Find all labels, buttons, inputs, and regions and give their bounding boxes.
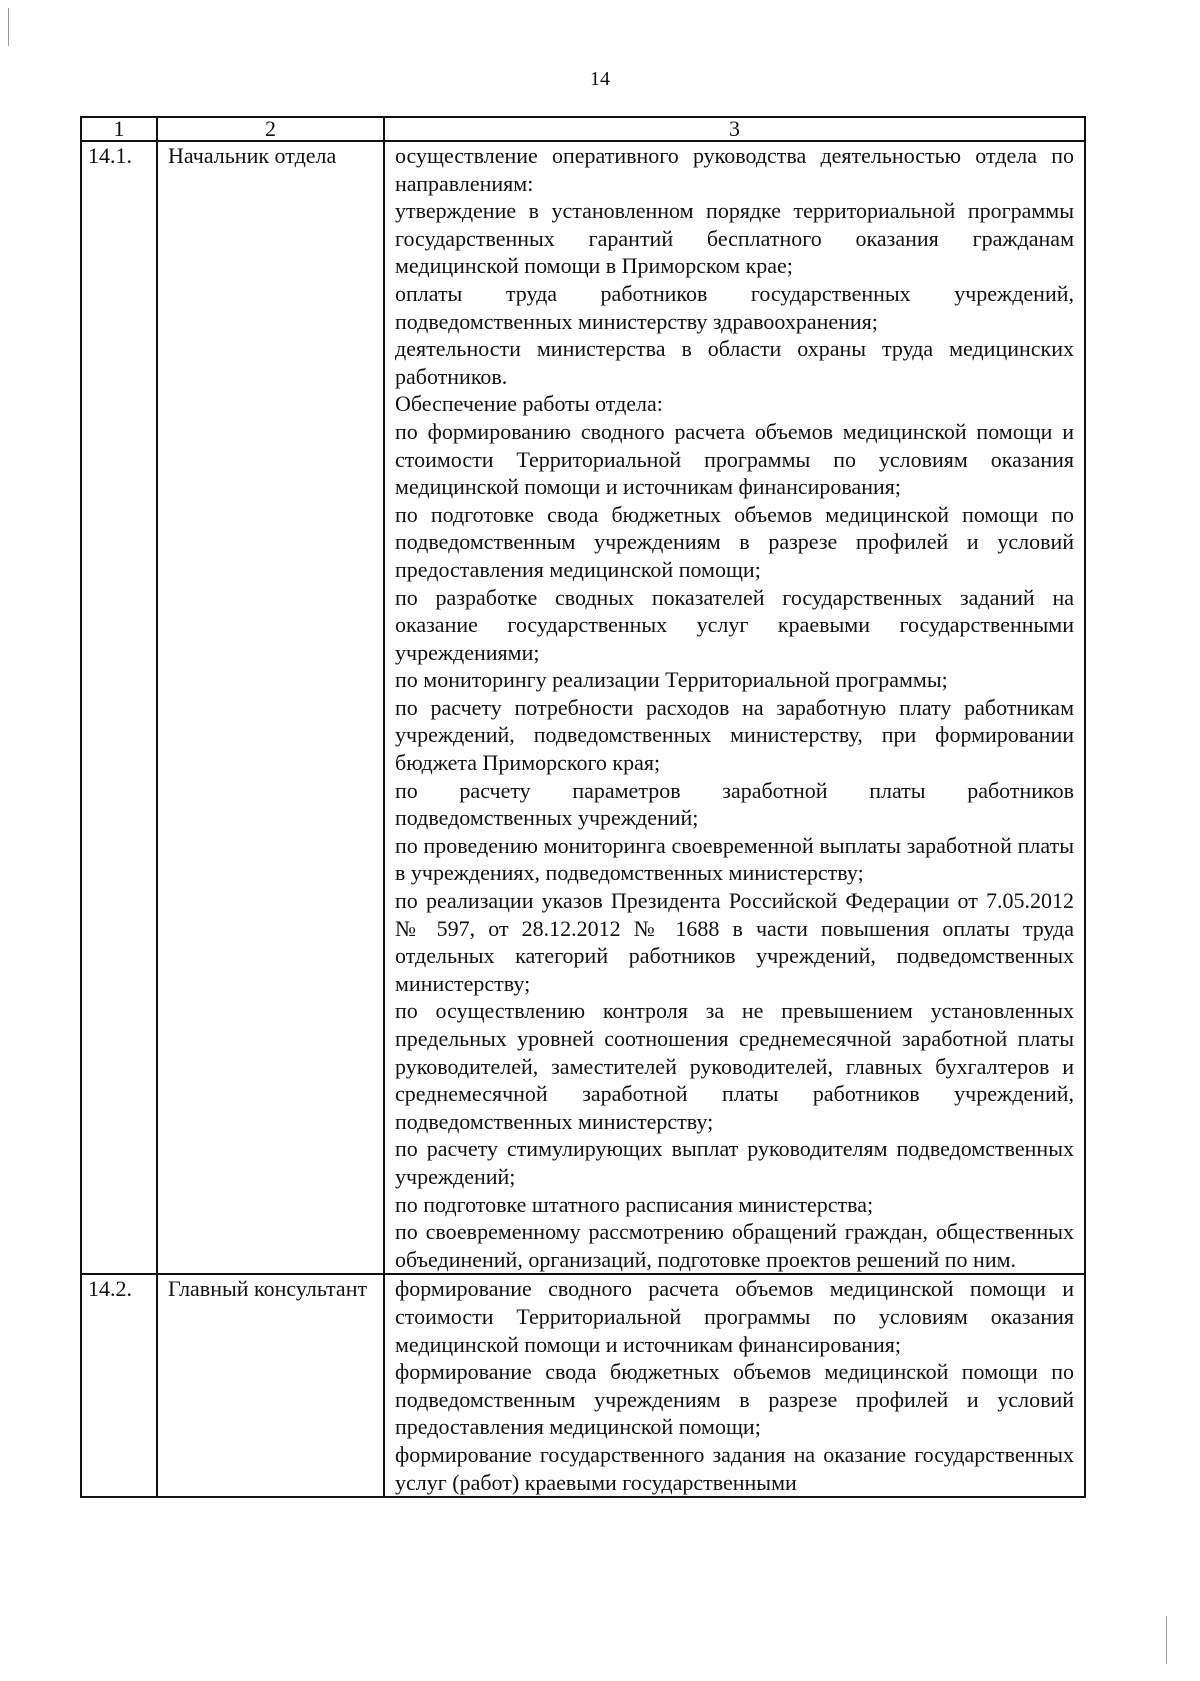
duty-item: по разработке сводных показателей государственных заданий на оказание государственных услуг краевыми государственными учреждениями; <box>395 584 1074 665</box>
duty-item: по формированию сводного расчета объемов медицинской помощи и стоимости Территориальной программы по условиям оказания медицинской помощи и источникам финансирования; <box>395 418 1074 500</box>
duty-item: по расчету потребности расходов на заработную плату работникам учреждений, подведомственных министерству, при формировании бюджета Приморского края; <box>395 694 1074 776</box>
duty-item: осуществление оперативного руководства деятельностью отдела по направлениям: <box>395 143 1074 196</box>
duty-item: по проведению мониторинга своевременной выплаты заработной платы в учреждениях, подведомственных министерству; <box>395 832 1074 886</box>
row-number: 14.2. <box>81 1274 157 1497</box>
duty-item: оплаты труда работников государственных учреждений, подведомственных министерству здравоохранения; <box>395 280 1074 334</box>
duty-item: формирование свода бюджетных объемов медицинской помощи по подведомственным учреждениям в разрезе профилей и условий предоставления медицинской помощи; <box>395 1359 1074 1440</box>
column-header-3: 3 <box>384 117 1085 141</box>
duty-item: по расчету параметров заработной платы работников подведомственных учреждений; <box>395 777 1074 831</box>
position-title: Главный консультант <box>157 1274 384 1497</box>
duty-item: деятельности министерства в области охраны труда медицинских работников. <box>395 336 1074 389</box>
duty-item: Обеспечение работы отдела: <box>395 391 663 417</box>
duty-item: по подготовке свода бюджетных объемов медицинской помощи по подведомственным учреждениям в разрезе профилей и условий предоставления медицинской помощи; <box>395 501 1074 582</box>
table-row <box>81 141 1085 1274</box>
scan-edge-mark-bottom <box>1166 1616 1167 1664</box>
duties-cell <box>384 141 1085 1274</box>
table-header-row <box>81 117 1085 141</box>
duty-item: утверждение в установленном порядке территориальной программы государственных гарантий бесплатного оказания гражданам медицинской помощи в Приморском крае; <box>395 198 1074 279</box>
position-title: Начальник отдела <box>157 141 384 1274</box>
duty-item: по расчету стимулирующих выплат руководителям подведомственных учреждений; <box>395 1136 1074 1189</box>
duty-item: по реализации указов Президента Российской Федерации от 7.05.2012 № 597, от 28.12.2012 № 1688 в части повышения оплаты труда отдельных категорий работников учреждений, подведомственных министерству; <box>395 888 1074 996</box>
duty-item: по мониторингу реализации Территориальной программы; <box>395 667 948 693</box>
duties-table <box>80 116 1086 1498</box>
table-row <box>81 1274 1085 1497</box>
page-number: 14 <box>590 68 610 90</box>
duty-item: формирование сводного расчета объемов медицинской помощи и стоимости Территориальной программы по условиям оказания медицинской помощи и источникам финансирования; <box>395 1276 1074 1357</box>
column-header-2: 2 <box>157 117 384 141</box>
scan-edge-mark-top <box>8 8 9 46</box>
duty-item: по подготовке штатного расписания министерства; <box>395 1191 874 1217</box>
duty-item: по своевременному рассмотрению обращений граждан, общественных объединений, организаций, подготовке проектов решений по ним. <box>395 1219 1074 1272</box>
row-number: 14.1. <box>81 141 157 1274</box>
column-header-1: 1 <box>81 117 157 141</box>
duty-item: формирование государственного задания на оказание государственных услуг (работ) краевыми государственными <box>395 1441 1074 1495</box>
duties-cell <box>384 1274 1085 1497</box>
duty-item: по осуществлению контроля за не превышением установленных предельных уровней соотношения среднемесячной заработной платы руководителей, заместителей руководителей, главных бухгалтеров и среднемесячной заработной платы работников учреждений, подведомственных министерству; <box>395 998 1074 1134</box>
